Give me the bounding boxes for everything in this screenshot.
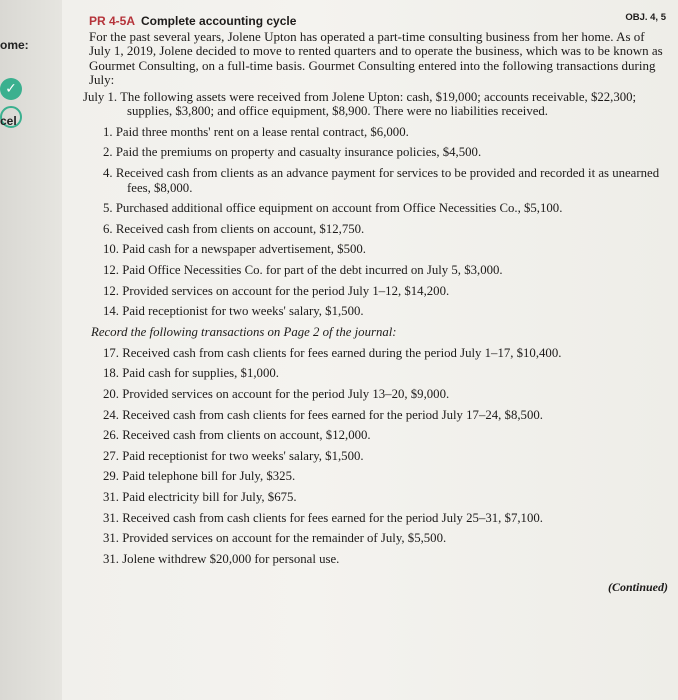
transaction-text: Provided services on account for the period July 13–20, $9,000. [122, 386, 450, 401]
transaction-item [103, 449, 674, 464]
transaction-day: 18. [103, 366, 119, 381]
transaction-item [103, 145, 674, 160]
transaction-item [103, 201, 674, 216]
transaction-day: 2. [103, 145, 113, 160]
transaction-day: 31. [103, 551, 119, 566]
transaction-day: 10. [103, 242, 119, 257]
problem-intro: For the past several years, Jolene Upton has operated a part-time consulting business from her home. As of July 1, 2019, Jolene decided to move to rented quarters and to operate the business, which was to be known as Gourmet Consulting, on a full-time basis. Gourmet Consulting entered into the following transactions during July: [89, 29, 663, 88]
transaction-text: Received cash from clients on account, $12,750. [115, 221, 365, 236]
margin-label-cancel: cel [0, 114, 17, 128]
transaction-day: 20. [103, 386, 119, 401]
transaction-item [103, 531, 674, 546]
problem-title: Complete accounting cycle [141, 14, 297, 28]
transaction-text: Received cash from cash clients for fees earned for the period July 17–24, $8,500. [122, 407, 543, 422]
transaction-date: July 1. [83, 89, 118, 104]
transaction-text: Received cash from cash clients for fees earned during the period July 1–17, $10,400. [122, 345, 562, 360]
transaction-day: 27. [103, 448, 119, 463]
transaction-day: 1. [103, 124, 113, 139]
transaction-day: 26. [103, 428, 119, 443]
transaction-text: Received cash from cash clients for fees earned for the period July 25–31, $7,100. [122, 510, 543, 525]
objectives-label: OBJ. 4, 5 [625, 12, 666, 23]
transaction-item [103, 222, 674, 237]
transaction-item [103, 469, 674, 484]
transaction-item [103, 552, 674, 567]
problem-header [89, 12, 674, 30]
transaction-text: Paid electricity bill for July, $675. [122, 489, 297, 504]
transaction-day: 6. [103, 221, 113, 236]
journal-instruction: Record the following transactions on Page 2 of the journal: [91, 324, 397, 339]
transaction-day: 17. [103, 345, 119, 360]
margin-label-home: ome: [0, 38, 29, 52]
transaction-text: Paid receptionist for two weeks' salary, $1,500. [122, 304, 364, 319]
transaction-day: 5. [103, 201, 113, 216]
transaction-day: 4. [103, 166, 113, 180]
transaction-day: 12. [103, 262, 119, 277]
transaction-day: 14. [103, 304, 119, 319]
transaction-text: Paid three months' rent on a lease rental contract, $6,000. [115, 124, 409, 139]
transaction-item [103, 304, 674, 319]
transaction-text: Received cash from clients as an advance payment for services to be provided and recorded it as unearned fees, $8,000. [115, 166, 660, 195]
transaction-item [103, 387, 674, 402]
transaction-text: Paid telephone bill for July, $325. [122, 469, 296, 484]
transaction-text: Paid receptionist for two weeks' salary, $1,500. [122, 448, 364, 463]
problem-content [83, 12, 674, 595]
transaction-item [103, 428, 674, 443]
textbook-page [62, 0, 678, 700]
transaction-text: The following assets were received from Jolene Upton: cash, $19,000; accounts receivable, $22,300; supplies, $3,800; and office equipment, $8,900. There were no liabilities received. [120, 89, 637, 119]
transaction-item [103, 242, 674, 257]
transaction-text: Paid Office Necessities Co. for part of the debt incurred on July 5, $3,000. [122, 262, 503, 277]
transaction-item [103, 263, 674, 278]
transaction-day: 31. [103, 489, 119, 504]
transaction-text: Provided services on account for the period July 1–12, $14,200. [122, 283, 450, 298]
transaction-text: Provided services on account for the remainder of July, $5,500. [122, 531, 447, 546]
continued-label: (Continued) [607, 580, 668, 595]
transaction-day: 24. [103, 407, 119, 422]
transaction-day: 31. [103, 510, 119, 525]
check-icon[interactable]: ✓ [0, 78, 22, 100]
transaction-item [103, 511, 674, 526]
transaction-list-page-1 [89, 125, 674, 319]
transaction-day: 12. [103, 283, 119, 298]
transaction-july-1 [83, 90, 674, 119]
transaction-day: 31. [103, 531, 119, 546]
transaction-text: Paid cash for supplies, $1,000. [122, 366, 279, 381]
transaction-item [103, 490, 674, 505]
transaction-item [103, 408, 674, 423]
transaction-item [103, 346, 674, 361]
transaction-item [103, 125, 674, 140]
transaction-text: Paid cash for a newspaper advertisement, $500. [122, 242, 366, 257]
transaction-text: Purchased additional office equipment on account from Office Necessities Co., $5,100. [115, 201, 563, 216]
transaction-item [103, 284, 674, 299]
transaction-item [103, 166, 674, 195]
transaction-day: 29. [103, 469, 119, 484]
transaction-list-page-2 [89, 346, 674, 567]
problem-number: PR 4-5A [89, 14, 136, 28]
transaction-text: Received cash from clients on account, $12,000. [122, 428, 371, 443]
transaction-text: Jolene withdrew $20,000 for personal use. [122, 551, 340, 566]
transaction-text: Paid the premiums on property and casualty insurance policies, $4,500. [115, 145, 482, 160]
left-margin-strip [0, 0, 62, 700]
transaction-item [103, 366, 674, 381]
